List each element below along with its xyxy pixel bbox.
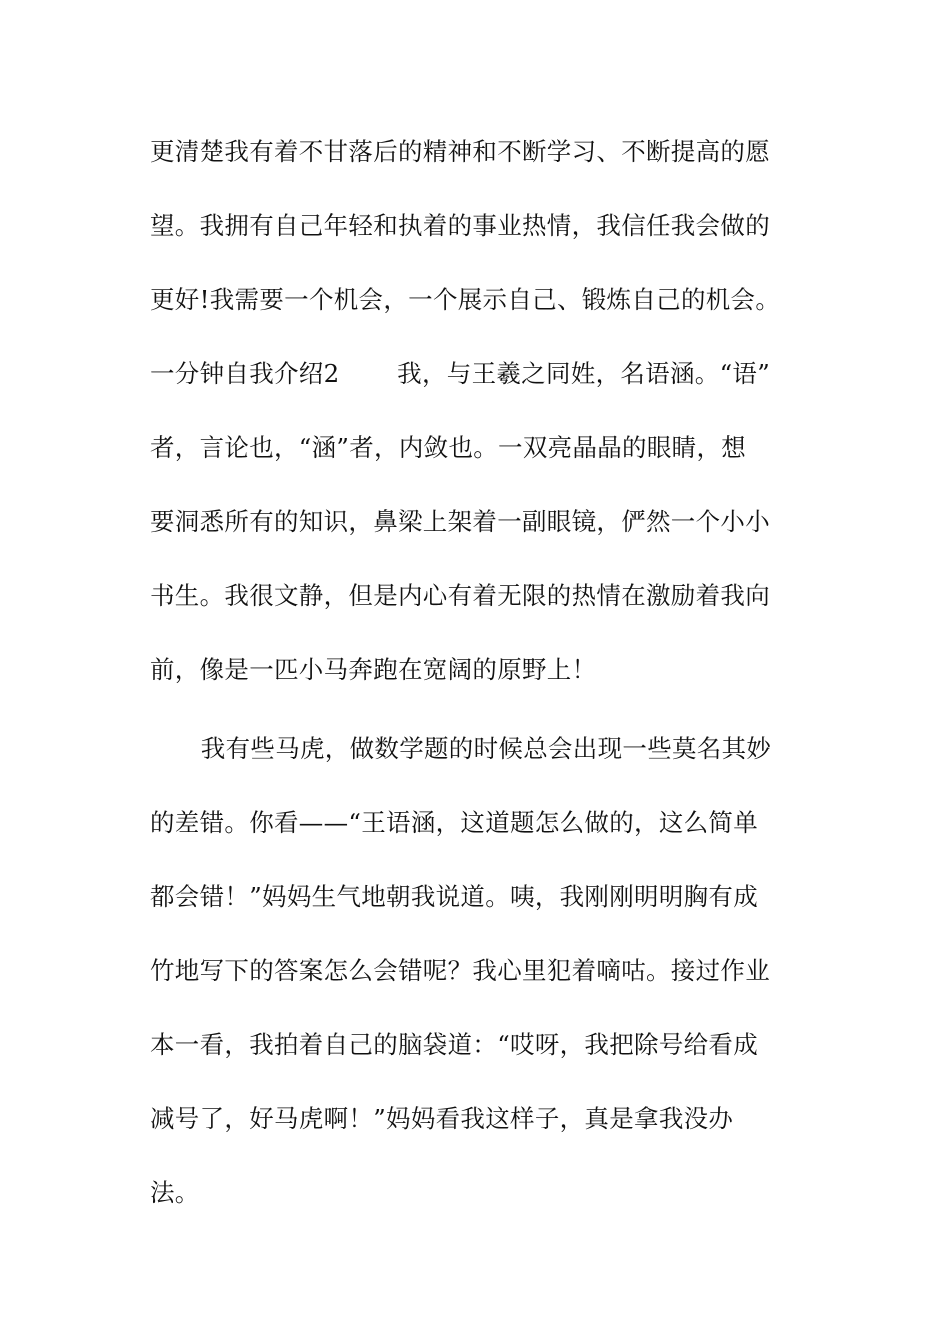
text-line: 减号了，好马虎啊！”妈妈看我这样子，真是拿我没办 bbox=[150, 1104, 734, 1133]
text-line: 更好!我需要一个机会，一个展示自己、锻炼自己的机会。 bbox=[150, 285, 781, 314]
text-line: 竹地写下的答案怎么会错呢？我心里犯着嘀咕。接过作业 bbox=[150, 956, 770, 985]
text-line: 要洞悉所有的知识，鼻梁上架着一副眼镜，俨然一个小小 bbox=[150, 507, 770, 536]
text-line: 前，像是一匹小马奔跑在宽阔的原野上！ bbox=[150, 655, 597, 684]
text-line: 更清楚我有着不甘落后的精神和不断学习、不断提高的愿 bbox=[150, 137, 770, 166]
text-line: 者，言论也，“涵”者，内敛也。一双亮晶晶的眼睛，想 bbox=[150, 433, 747, 462]
text-line: 书生。我很文静，但是内心有着无限的热情在激励着我向 bbox=[150, 581, 770, 610]
text-line: 本一看，我拍着自己的脑袋道：“哎呀，我把除号给看成 bbox=[150, 1030, 759, 1059]
text-line: 都会错！”妈妈生气地朝我说道。咦，我刚刚明明胸有成 bbox=[150, 882, 759, 911]
text-line: 望。我拥有自己年轻和执着的事业热情，我信任我会做的 bbox=[150, 211, 770, 240]
text-line: 的差错。你看——“王语涵，这道题怎么做的，这么简单 bbox=[150, 808, 759, 837]
text-line: 法。 bbox=[150, 1178, 200, 1207]
text-line: 一分钟自我介绍2 我，与王羲之同姓，名语涵。“语” bbox=[150, 359, 771, 388]
text-line: 我有些马虎，做数学题的时候总会出现一些莫名其妙 bbox=[176, 734, 772, 763]
